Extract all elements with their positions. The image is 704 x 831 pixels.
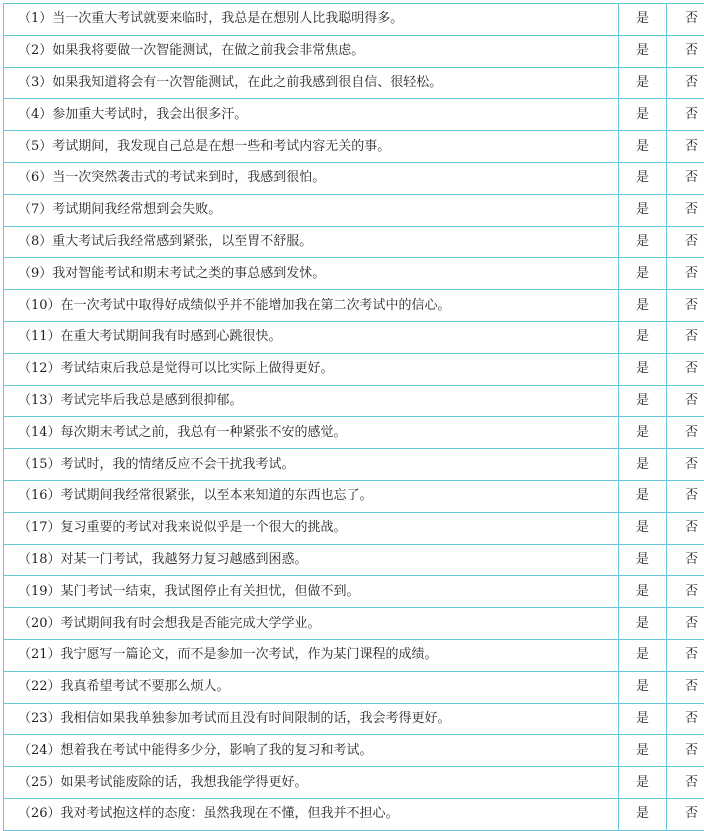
no-option[interactable]: 否 (667, 385, 704, 417)
question-row (4, 671, 704, 703)
yes-option[interactable]: 是 (619, 67, 667, 99)
no-option[interactable]: 否 (667, 321, 704, 353)
no-option[interactable]: 否 (667, 417, 704, 449)
yes-option[interactable]: 是 (619, 353, 667, 385)
question-text: （20）考试期间我有时会想我是否能完成大学学业。 (4, 608, 619, 640)
question-text: （19）某门考试一结束，我试图停止有关担忧，但做不到。 (4, 576, 619, 608)
no-option[interactable]: 否 (667, 767, 704, 799)
yes-option[interactable]: 是 (619, 194, 667, 226)
no-option[interactable]: 否 (667, 449, 704, 481)
question-text: （21）我宁愿写一篇论文，而不是参加一次考试，作为某门课程的成绩。 (4, 639, 619, 671)
no-option[interactable]: 否 (667, 35, 704, 67)
yes-option[interactable]: 是 (619, 671, 667, 703)
no-option[interactable]: 否 (667, 162, 704, 194)
no-option[interactable]: 否 (667, 258, 704, 290)
no-option[interactable]: 否 (667, 480, 704, 512)
question-text: （16）考试期间我经常很紧张，以至本来知道的东西也忘了。 (4, 480, 619, 512)
no-option[interactable]: 否 (667, 639, 704, 671)
question-row (4, 608, 704, 640)
no-option[interactable]: 否 (667, 226, 704, 258)
question-row (4, 417, 704, 449)
no-option[interactable]: 否 (667, 735, 704, 767)
question-text: （18）对某一门考试，我越努力复习越感到困惑。 (4, 544, 619, 576)
question-row (4, 290, 704, 322)
no-option[interactable]: 否 (667, 544, 704, 576)
question-text: （6）当一次突然袭击式的考试来到时，我感到很怕。 (4, 162, 619, 194)
yes-option[interactable]: 是 (619, 735, 667, 767)
question-text: （22）我真希望考试不要那么烦人。 (4, 671, 619, 703)
yes-option[interactable]: 是 (619, 798, 667, 830)
yes-option[interactable]: 是 (619, 226, 667, 258)
question-row (4, 258, 704, 290)
question-row (4, 226, 704, 258)
question-row (4, 798, 704, 830)
question-text: （25）如果考试能废除的话，我想我能学得更好。 (4, 767, 619, 799)
no-option[interactable]: 否 (667, 67, 704, 99)
yes-option[interactable]: 是 (619, 258, 667, 290)
question-text: （10）在一次考试中取得好成绩似乎并不能增加我在第二次考试中的信心。 (4, 290, 619, 322)
question-row (4, 99, 704, 131)
no-option[interactable]: 否 (667, 4, 704, 36)
question-row (4, 544, 704, 576)
yes-option[interactable]: 是 (619, 131, 667, 163)
yes-option[interactable]: 是 (619, 321, 667, 353)
question-text: （3）如果我知道将会有一次智能测试，在此之前我感到很自信、很轻松。 (4, 67, 619, 99)
question-row (4, 576, 704, 608)
question-row (4, 480, 704, 512)
no-option[interactable]: 否 (667, 576, 704, 608)
no-option[interactable]: 否 (667, 512, 704, 544)
no-option[interactable]: 否 (667, 798, 704, 830)
no-option[interactable]: 否 (667, 608, 704, 640)
yes-option[interactable]: 是 (619, 512, 667, 544)
question-row (4, 353, 704, 385)
no-option[interactable]: 否 (667, 671, 704, 703)
questionnaire-table (3, 3, 704, 831)
question-text: （7）考试期间我经常想到会失败。 (4, 194, 619, 226)
question-text: （1）当一次重大考试就要来临时，我总是在想别人比我聪明得多。 (4, 4, 619, 36)
yes-option[interactable]: 是 (619, 449, 667, 481)
question-text: （9）我对智能考试和期末考试之类的事总感到发怵。 (4, 258, 619, 290)
question-row (4, 735, 704, 767)
question-text: （11）在重大考试期间我有时感到心跳很快。 (4, 321, 619, 353)
question-text: （4）参加重大考试时，我会出很多汗。 (4, 99, 619, 131)
question-row (4, 767, 704, 799)
yes-option[interactable]: 是 (619, 385, 667, 417)
question-text: （13）考试完毕后我总是感到很抑郁。 (4, 385, 619, 417)
question-text: （8）重大考试后我经常感到紧张，以至胃不舒服。 (4, 226, 619, 258)
no-option[interactable]: 否 (667, 131, 704, 163)
question-row (4, 67, 704, 99)
yes-option[interactable]: 是 (619, 4, 667, 36)
question-text: （17）复习重要的考试对我来说似乎是一个很大的挑战。 (4, 512, 619, 544)
yes-option[interactable]: 是 (619, 480, 667, 512)
questionnaire-rows (4, 4, 704, 831)
question-text: （26）我对考试抱这样的态度：虽然我现在不懂，但我并不担心。 (4, 798, 619, 830)
yes-option[interactable]: 是 (619, 639, 667, 671)
yes-option[interactable]: 是 (619, 703, 667, 735)
question-row (4, 321, 704, 353)
yes-option[interactable]: 是 (619, 290, 667, 322)
no-option[interactable]: 否 (667, 703, 704, 735)
question-row (4, 4, 704, 36)
yes-option[interactable]: 是 (619, 576, 667, 608)
question-row (4, 512, 704, 544)
question-text: （15）考试时，我的情绪反应不会干扰我考试。 (4, 449, 619, 481)
no-option[interactable]: 否 (667, 290, 704, 322)
question-text: （23）我相信如果我单独参加考试而且没有时间限制的话，我会考得更好。 (4, 703, 619, 735)
yes-option[interactable]: 是 (619, 608, 667, 640)
question-row (4, 639, 704, 671)
yes-option[interactable]: 是 (619, 767, 667, 799)
question-row (4, 162, 704, 194)
no-option[interactable]: 否 (667, 194, 704, 226)
question-row (4, 194, 704, 226)
yes-option[interactable]: 是 (619, 162, 667, 194)
no-option[interactable]: 否 (667, 99, 704, 131)
question-text: （2）如果我将要做一次智能测试，在做之前我会非常焦虑。 (4, 35, 619, 67)
yes-option[interactable]: 是 (619, 417, 667, 449)
question-text: （12）考试结束后我总是觉得可以比实际上做得更好。 (4, 353, 619, 385)
question-row (4, 35, 704, 67)
question-text: （14）每次期末考试之前，我总有一种紧张不安的感觉。 (4, 417, 619, 449)
question-row (4, 703, 704, 735)
question-text: （5）考试期间，我发现自己总是在想一些和考试内容无关的事。 (4, 131, 619, 163)
yes-option[interactable]: 是 (619, 35, 667, 67)
question-row (4, 449, 704, 481)
yes-option[interactable]: 是 (619, 544, 667, 576)
question-row (4, 385, 704, 417)
yes-option[interactable]: 是 (619, 99, 667, 131)
question-text: （24）想着我在考试中能得多少分，影响了我的复习和考试。 (4, 735, 619, 767)
no-option[interactable]: 否 (667, 353, 704, 385)
question-row (4, 131, 704, 163)
